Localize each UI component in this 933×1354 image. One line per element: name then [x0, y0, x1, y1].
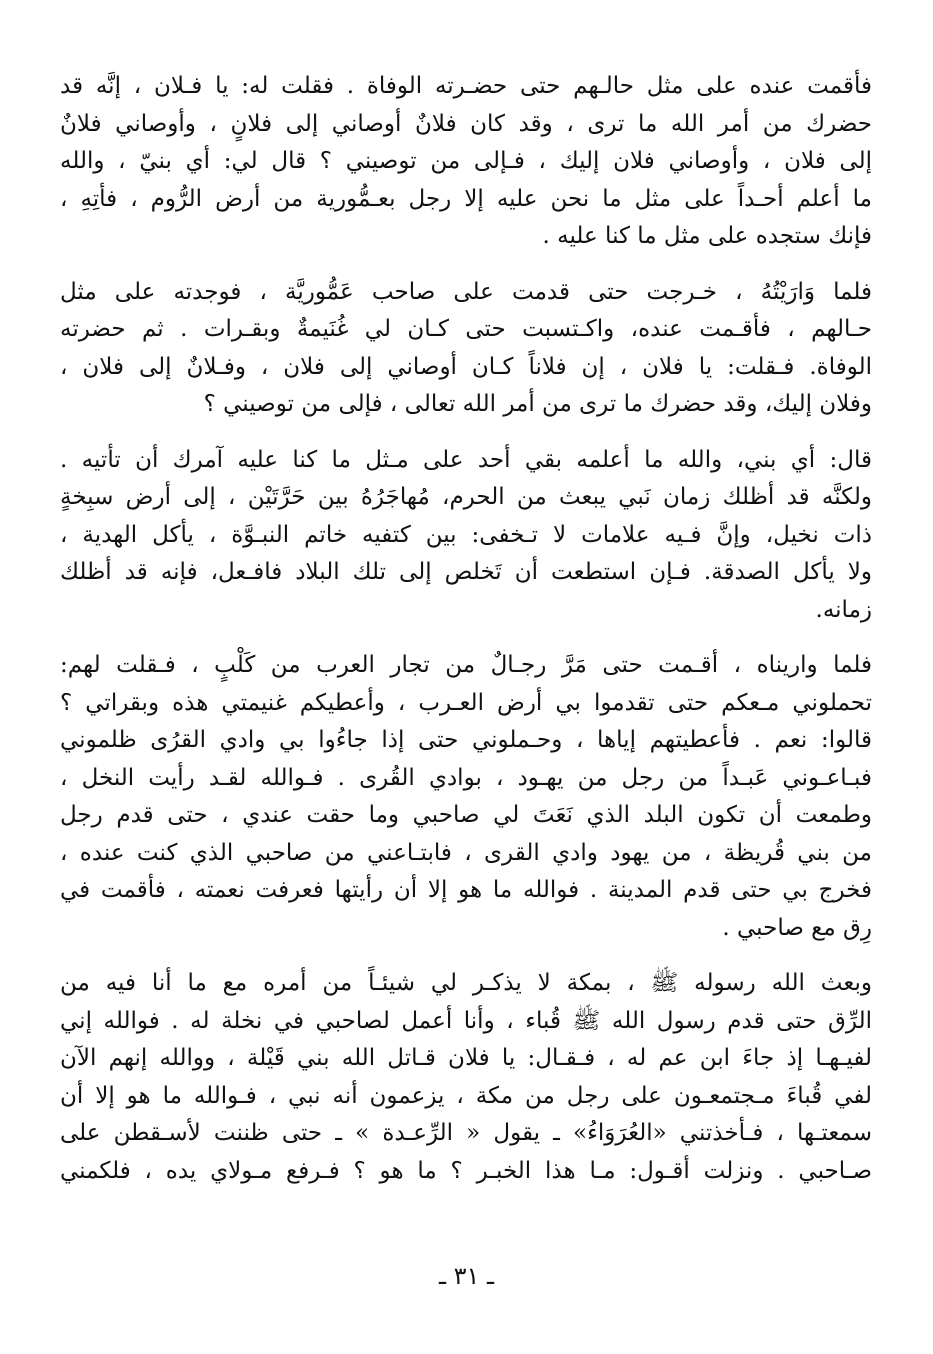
paragraph-5: [60, 965, 872, 1190]
text-line: حـالهم ، فأقـمت عنده، واكـتسبت حتى كـان لي غُنَيمةٌ وبقـرات . ثم حضرته: [60, 316, 872, 342]
text-line: ولا يأكل الصدقة. فـإن استطعت أن تَخلص إلى تلك البلاد فافـعل، فإنه قد أظلك: [60, 559, 872, 585]
text-line: ولكنَّه قد أظلك زمان نَبي يبعث من الحرم، مُهاجَرُهُ بين حَرَّتَيْن ، إلى أرض سبِخةٍ: [60, 484, 872, 510]
text-line: لفي قُباءَ مـجتمعـون على رجل من مكة ، يزعمون أنه نبي ، فـوالله ما هو إلا أن: [60, 1082, 872, 1109]
paragraph-2: [60, 274, 872, 424]
text-line: حضرك من أمر الله ما ترى ، وقد كان فلانٌ أوصاني إلى فلانٍ ، وأوصاني فلانٌ: [60, 110, 872, 137]
text-line: ذات نخيل، وإنَّ فـيه علامات لا تـخفى: بين كتفيه خاتم النبـوَّة ، يأكل الهدية ،: [60, 521, 872, 548]
page-body: [60, 68, 872, 1190]
text-line: سمعتـها ، فـأخذتني «العُرَوَاءُ» ـ يقول « الرِّعـدة » ـ حتى ظننت لأسـقطن على: [60, 1120, 872, 1146]
text-line: رِق مع صاحبي .: [722, 914, 872, 941]
text-line: تحملوني مـعكم حتى تقدموا بي أرض العـرب ، وأعطيكم غنيمتي هذه وبقراتي ؟: [60, 689, 872, 716]
paragraph-4: [60, 647, 872, 947]
text-line: زمانه.: [815, 596, 872, 623]
text-line: وبعث الله رسوله ﷺ ، بمكة لا يذكـر لي شيئـاً من أمره مع ما أنا فيه من: [60, 970, 872, 996]
text-line: وطمعت أن تكون البلد الذي نَعَتَ لي صاحبي وما حقت عندي ، حتى قدم رجل: [60, 802, 872, 828]
text-line: وفلان إليك، وقد حضرك ما ترى من أمر الله تعالى ، فإلى من توصيني ؟: [203, 391, 872, 417]
text-line: فإنك ستجده على مثل ما كنا عليه .: [542, 223, 872, 249]
paragraph-3: [60, 442, 872, 630]
text-line: لفيـهـا إذ جاءَ ابن عم له ، فـقـال: يا فلان قـاتل الله بني قَيْلة ، ووالله إنهم الآن: [60, 1045, 872, 1071]
text-line: الرِّق حتى قدم رسول الله ﷺ قُباء ، وأنا أعمل لصاحبي في نخلة له . فوالله إني: [60, 1007, 872, 1034]
text-line: فلما وَارَيْتُهُ ، خـرجت حتى قدمت على صاحب عَمُّوريَّة ، فوجدته على مثل: [60, 278, 872, 305]
page-number: ـ ٣١ ـ: [438, 1262, 495, 1290]
text-line: فلما واريناه ، أقـمت حتى مَرَّ رجـالٌ من تجار العرب من كَلْبٍ ، فـقلت لهم:: [60, 652, 872, 678]
text-line: فبـاعـوني عَبـداً من رجل من يهـود ، بوادي القُرى . فـوالله لقـد رأيت النخل ،: [60, 764, 872, 791]
text-line: فأقمت عنده على مثل حالـهم حتى حضـرته الوفاة . فقلت له: يا فـلان ، إنَّه قد: [60, 73, 872, 99]
text-line: من بني قُريظة ، من يهود وادي القرى ، فابتـاعني من صاحبي الذي كنت عنده ،: [60, 839, 872, 866]
text-line: فخرج بي حتى قدم المدينة . فوالله ما هو إلا أن رأيتها فعرفت نعمته ، فأقمت في: [60, 877, 872, 903]
text-line: قالوا: نعم . فأعطيتهم إياها ، وحـملوني حتى إذا جاءُوا بي وادي القرُى ظلموني: [60, 727, 872, 753]
text-line: ما أعلم أحـداً على مثل ما نحن عليه إلا رجل بعـمُّورية من أرض الرُّوم ، فأتِهِ ،: [60, 185, 872, 212]
paragraph-1: [60, 68, 872, 256]
text-line: قال: أي بني، والله ما أعلمه بقي أحد على مـثل ما كنا عليه آمرك أن تأتيه .: [60, 446, 872, 473]
text-line: الوفاة. فـقلت: يا فلان ، إن فلاناً كـان أوصاني إلى فلان ، وفـلانٌ إلى فلان ،: [60, 353, 872, 380]
text-line: صـاحبي . ونزلت أقـول: مـا هذا الخبـر ؟ ما هو ؟ فـرفع مـولاي يده ، فلكمني: [60, 1157, 872, 1184]
text-line: إلى فلان ، وأوصاني فلان إليك ، فـإلى من توصيني ؟ قال لي: أي بنيّ ، والله: [60, 148, 872, 174]
